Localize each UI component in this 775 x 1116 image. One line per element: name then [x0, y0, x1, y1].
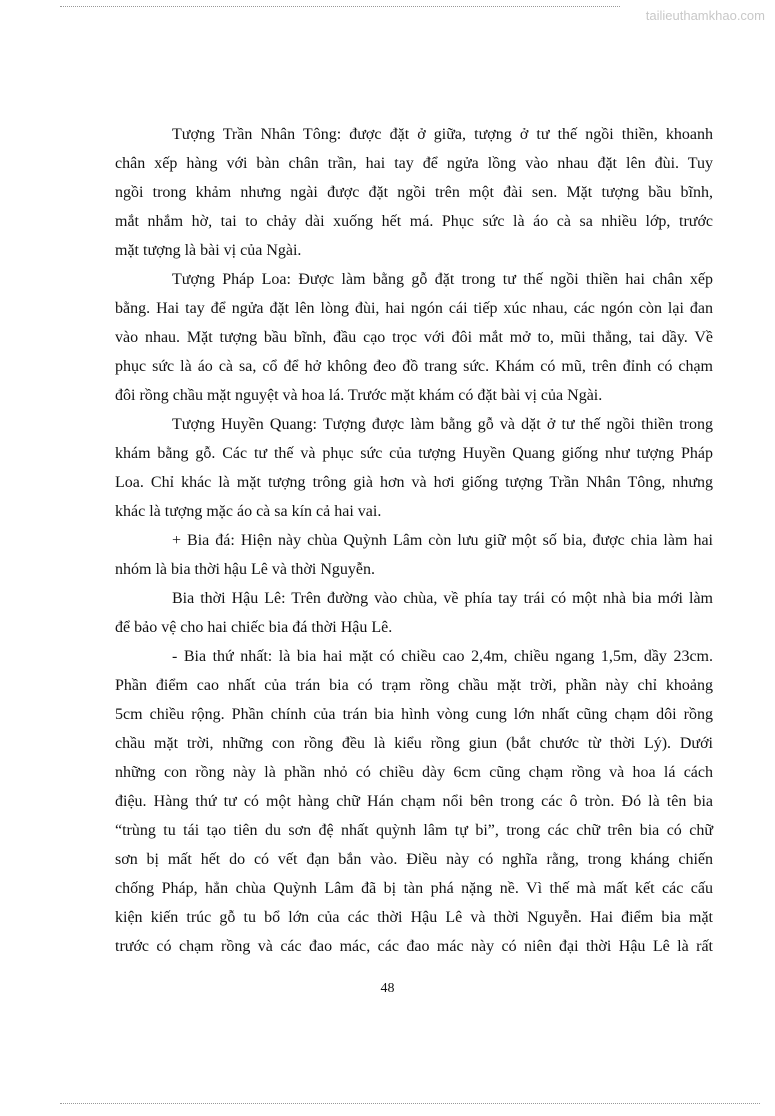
- text-line: mặt tượng là bài vị của Ngài.: [115, 242, 302, 259]
- text-line: chân xếp hàng với bàn chân trần, hai tay để ngửa lồng vào nhau đặt lên đùi. Tuy: [115, 155, 713, 172]
- text-line: phục sức là áo cà sa, cổ để hở không đeo đồ trang sức. Khám có mũ, trên đỉnh có chạm: [115, 358, 713, 375]
- text-line: khác là tượng mặc áo cà sa kín cả hai vai.: [115, 503, 382, 520]
- paragraph: [115, 265, 713, 410]
- paragraph: [115, 526, 713, 584]
- text-line: đôi rồng chầu mặt nguyệt và hoa lá. Trước mặt khám có đặt bài vị của Ngài.: [115, 387, 603, 404]
- text-line: Phần điểm cao nhất của trán bia có trạm rồng chầu mặt trời, phần này chỉ khoảng: [115, 677, 713, 694]
- page-number: 48: [380, 981, 395, 996]
- text-line: Tượng Trần Nhân Tông: được đặt ở giữa, tượng ở tư thế ngồi thiền, khoanh: [172, 126, 713, 143]
- text-line: kiện kiến trúc gỗ tu bổ lớn của các thời Hậu Lê và thời Nguyễn. Hai điểm bia mặt: [115, 909, 713, 926]
- text-line: chống Pháp, hẳn chùa Quỳnh Lâm đã bị tàn phá nặng nề. Vì thế mà mất kết các cấu: [115, 880, 713, 897]
- text-line: Loa. Chỉ khác là mặt tượng trông già hơn và hơi giống tượng Trần Nhân Tông, nhưng: [115, 474, 713, 491]
- scan-edge-bottom: [60, 1103, 760, 1108]
- text-line: khám bằng gỗ. Các tư thế và phục sức của tượng Huyền Quang giống như tượng Pháp: [115, 445, 713, 462]
- text-line: Bia thời Hậu Lê: Trên đường vào chùa, về phía tay trái có một nhà bia mới làm: [172, 590, 713, 607]
- text-line: + Bia đá: Hiện này chùa Quỳnh Lâm còn lưu giữ một số bia, được chia làm hai: [172, 532, 713, 549]
- document-body: [115, 120, 713, 961]
- text-line: những con rồng này là phần nhỏ có chiều dày 6cm cũng chạm rồng và hoa lá cách: [115, 764, 713, 781]
- text-line: sơn bị mất hết do có vết đạn bắn vào. Điều này có nghĩa rằng, trong kháng chiến: [115, 851, 713, 868]
- watermark: tailieuthamkhao.com: [645, 8, 765, 23]
- text-line: trước có chạm rồng và các đao mác, các đao mác này có niên đại thời Hậu Lê là rất: [115, 938, 713, 955]
- paragraph: [115, 410, 713, 526]
- text-line: Tượng Huyền Quang: Tượng được làm bằng gỗ và dặt ở tư thế ngồi thiền trong: [172, 416, 713, 433]
- text-line: chầu mặt trời, những con rồng đều là kiểu rồng giun (bắt chước từ thời Lý). Dưới: [115, 735, 713, 752]
- text-line: nhóm là bia thời hậu Lê và thời Nguyễn.: [115, 561, 375, 578]
- text-line: điệu. Hàng thứ tư có một hàng chữ Hán chạm nổi bên trong các ô tròn. Đó là tên bia: [115, 793, 713, 810]
- text-line: Tượng Pháp Loa: Được làm bằng gỗ đặt trong tư thế ngồi thiền hai chân xếp: [172, 271, 713, 288]
- text-line: mắt nhắm hờ, tai to chảy dài xuống hết má. Phục sức là áo cà sa nhiều lớp, trước: [115, 213, 713, 230]
- scan-edge-top: [60, 6, 620, 11]
- text-line: 5cm chiều rộng. Phần chính của trán bia hình vòng cung lớn nhất cũng chạm dôi rồng: [115, 706, 713, 723]
- paragraph: [115, 584, 713, 642]
- text-line: ngồi trong khảm nhưng ngài được đặt ngồi trên một đài sen. Mặt tượng bầu bĩnh,: [115, 184, 713, 201]
- paragraph: [115, 120, 713, 265]
- text-line: “trùng tu tái tạo tiên du sơn đệ nhất quỳnh lâm tự bi”, trong các chữ trên bia có chữ: [115, 822, 713, 839]
- text-line: bằng. Hai tay để ngửa đặt lên lòng đùi, hai ngón cái tiếp xúc nhau, các ngón còn lại đan: [115, 300, 713, 317]
- text-line: vào nhau. Mặt tượng bầu bĩnh, đầu cạo trọc với đôi mắt mở to, mũi thẳng, tai dầy. Về: [115, 329, 713, 346]
- paragraph: [115, 642, 713, 961]
- text-line: để bảo vệ cho hai chiếc bia đá thời Hậu Lê.: [115, 619, 393, 636]
- text-line: - Bia thứ nhất: là bia hai mặt có chiều cao 2,4m, chiều ngang 1,5m, dầy 23cm.: [172, 648, 713, 665]
